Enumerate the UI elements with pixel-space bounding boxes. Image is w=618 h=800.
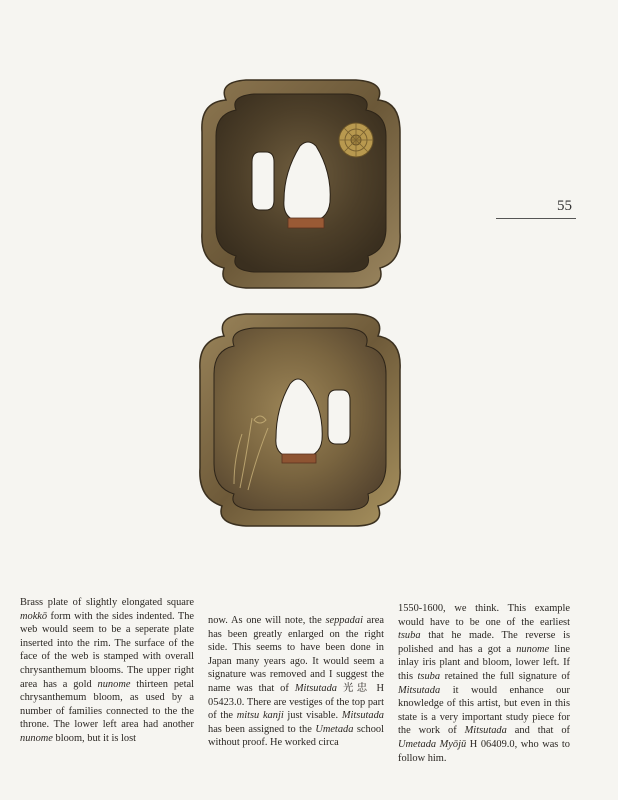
text-run: has been assigned to the — [208, 723, 316, 735]
text-run: and that of — [506, 725, 570, 737]
column-1-paragraph — [20, 596, 194, 746]
seppadai-copper — [288, 218, 324, 228]
text-run: that he made. The reverse is polished and has a got a — [398, 630, 570, 655]
text-run: bloom, but it is lost — [52, 732, 137, 744]
text-column-2 — [208, 614, 384, 750]
text-run: retained the full signature of — [440, 670, 570, 682]
italic-term: Mitsutada — [398, 684, 441, 696]
kozuka-hitsu — [252, 152, 274, 210]
text-run: thirteen petal chrysanthemum bloom, as used by a number of families connected to the the throne. The lower left area had another — [20, 678, 195, 731]
italic-term: nunome — [516, 643, 550, 655]
italic-term: mokkō — [20, 610, 48, 622]
text-run: 1550-1600, we think. This example would have to be one of the earliest — [398, 603, 570, 628]
text-run: school without proof. He worked circa — [208, 723, 384, 749]
text-run: 光忠 H 05423.0. There are vestiges of the top part of the — [208, 682, 384, 722]
italic-term: tsuba — [398, 630, 421, 642]
page-number: 55 — [557, 198, 572, 214]
text-run: area has been greatly enlarged on the right side. This seems to have been done in Japan many years ago. It would seem a signature was removed and I suggest the name was that of — [208, 615, 384, 694]
text-run: now. As one will note, the — [208, 615, 326, 626]
italic-term: Mitsutada — [341, 710, 384, 722]
text-run: H 06409.0, who was to follow him. — [398, 738, 570, 764]
italic-term: seppadai — [325, 615, 363, 626]
text-run: line inlay iris plant and bloom, lower left. If this — [398, 643, 570, 682]
tsuba-reverse-photo — [194, 308, 406, 530]
italic-term: nunome — [20, 732, 53, 744]
kozuka-hitsu — [328, 390, 350, 444]
italic-term: mitsu kanji — [236, 710, 284, 722]
italic-term: nunome — [97, 678, 131, 690]
text-run: just visable. — [283, 710, 342, 722]
text-column-3 — [398, 602, 570, 765]
column-3-paragraph — [398, 602, 570, 765]
text-run: Brass plate of slightly elongated square — [20, 597, 194, 608]
text-run: form with the sides indented. The web would seem to be a seperate plate inserted into the rim. The surface of the face of the web is stamped with overall chrysanthemum blooms. The upper right area has a gold — [20, 610, 194, 690]
italic-term: Umetada Myōjū — [398, 738, 467, 750]
page-number-rule — [496, 218, 576, 219]
italic-term: Umetada — [315, 723, 354, 735]
tsuba-face-photo — [196, 72, 406, 294]
italic-term: Mitsutada — [294, 682, 337, 694]
text-column-1 — [20, 596, 194, 746]
seppadai-copper — [282, 454, 316, 463]
chrysanthemum-bloom — [339, 123, 373, 157]
italic-term: tsuba — [417, 670, 441, 682]
column-2-paragraph — [208, 614, 384, 750]
text-run: it would enhance our knowledge of this artist, but even in this state is a very important study piece for the work of — [398, 684, 570, 737]
italic-term: Mitsutada — [464, 725, 507, 737]
